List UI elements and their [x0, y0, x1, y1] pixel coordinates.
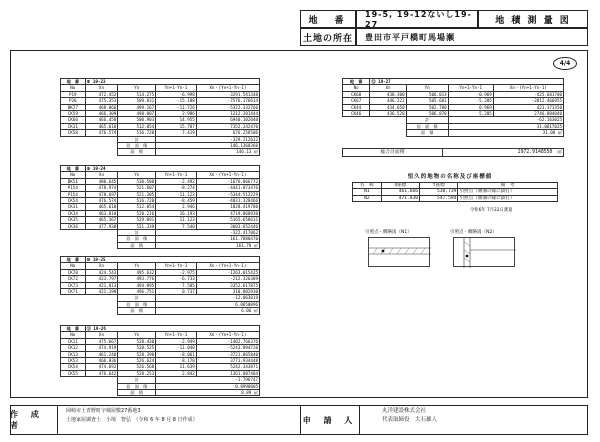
table-cell: 424.543	[85, 269, 118, 275]
table-cell: 310.802930	[196, 289, 259, 295]
table-cell: 505.601	[406, 98, 448, 104]
table-cell: CK53	[61, 358, 86, 364]
column-header: Xn・(Yn+1-Yn-1)	[196, 172, 259, 178]
column-header: Xn	[370, 85, 406, 91]
table-cell: 526.624	[118, 358, 156, 364]
table-cell: CK55	[61, 370, 86, 376]
pp-cell: N1	[353, 189, 382, 195]
table-cell: 0.969	[448, 104, 493, 110]
parcel-number: ⑧ 19-23	[85, 79, 259, 85]
summary-value: -12.063019	[156, 295, 260, 301]
summary-value: 31.08 ㎡	[448, 130, 563, 136]
table-cell: 676.258506	[196, 130, 259, 136]
table-cell: 6940.102040	[196, 117, 259, 123]
summary-label: 面 積	[118, 390, 156, 396]
table-cell: 423.797	[85, 276, 118, 282]
table-cell: 0.737	[156, 289, 197, 295]
column-header: No	[61, 332, 86, 338]
table-cell: 465.367	[85, 217, 118, 223]
table-cell: 477.938	[85, 223, 118, 229]
column-header: Yn	[118, 263, 156, 269]
table-cell: -11.726	[156, 104, 197, 110]
column-header: Yn	[118, 172, 156, 178]
table-cell: 475.667	[85, 338, 118, 344]
parcel-label: 地 番	[61, 79, 86, 85]
permanent-points-table	[352, 182, 558, 202]
summary-row	[61, 149, 260, 155]
summary-row	[343, 130, 564, 136]
summary-label: 倍 面 積	[118, 143, 156, 149]
pp-cell: 547.594	[420, 195, 458, 201]
table-cell: 495.632	[118, 269, 156, 275]
table-cell: 506.013	[406, 91, 448, 97]
table-cell: CK44	[343, 104, 370, 110]
summary-label: 倍 面 積	[118, 236, 156, 242]
pp-cell: 461.666	[381, 189, 419, 195]
column-header: Yn+1-Yn-1	[156, 172, 197, 178]
table-cell: 4719.860930	[196, 210, 259, 216]
table-cell: 506.870	[406, 111, 448, 117]
summary-label: 計	[406, 117, 448, 123]
table-cell: 528.253	[118, 370, 156, 376]
summary-value: 6.0650096	[156, 301, 260, 307]
table-cell: 7.505	[156, 282, 197, 288]
table-cell: 480.645	[85, 178, 118, 184]
column-header: Yn	[118, 332, 156, 338]
table-cell: 476.642	[85, 370, 118, 376]
sketch-n2-drawing	[454, 238, 516, 268]
table-cell: 466.036	[85, 358, 118, 364]
table-cell: -6.998	[156, 91, 197, 97]
table-cell: -2.975	[156, 269, 197, 275]
column-header: Yn	[406, 85, 448, 91]
table-cell: 475.353	[85, 98, 118, 104]
table-cell: 14.955	[156, 117, 197, 123]
table-cell: CK68	[343, 91, 370, 97]
table-cell: 472.452	[85, 91, 118, 97]
table-cell: 466.458	[85, 117, 118, 123]
column-header: Yn+1-Yn-1	[448, 85, 493, 91]
table-cell: 436.528	[370, 111, 406, 117]
table-cell: 438.300	[370, 91, 406, 97]
page-badge: 4/4	[553, 57, 577, 70]
column-header: Yn+1-Yn-1	[156, 85, 197, 91]
survey-date: 令和6年 7月22日測量	[470, 208, 513, 213]
summary-row	[61, 308, 260, 314]
table-cell: 528.430	[118, 338, 156, 344]
pp-column-header: 備 考	[458, 183, 558, 189]
column-header: Yn+1-Yn-1	[156, 332, 197, 338]
table-cell: -7576.176614	[196, 98, 259, 104]
table-cell: 512.054	[118, 204, 156, 210]
table-cell: CK67	[343, 98, 370, 104]
summary-value: -62.163025	[448, 117, 563, 123]
summary-label: 計	[118, 136, 156, 142]
summary-label: 倍 面 積	[118, 301, 156, 307]
blank-cell	[343, 130, 407, 136]
table-cell: 1212.201444	[196, 111, 259, 117]
table-cell: 468.066	[85, 104, 118, 110]
applicant-company: 丸洋建設株式会社	[382, 408, 427, 414]
summary-label: 倍 面 積	[118, 383, 156, 389]
area-table-19-25	[60, 256, 260, 315]
summary-label: 計	[118, 295, 156, 301]
table-cell: 528.525	[118, 345, 156, 351]
permanent-points-title: 恒久的地物の名称及び座標値	[407, 174, 493, 180]
column-header: No	[61, 172, 86, 178]
chiban-value: 19-5, 19-12ないし19-27	[356, 10, 478, 28]
applicant-label: 申 請 人	[300, 405, 360, 435]
table-cell: -0.969	[448, 91, 493, 97]
summary-row	[61, 390, 260, 396]
author-label: 作 成 者	[10, 405, 58, 435]
sketch-n1	[368, 237, 430, 267]
summary-value: 161.78 ㎡	[156, 242, 260, 248]
table-cell: -4031.328466	[196, 198, 259, 204]
table-cell: 516.720	[118, 198, 156, 204]
table-cell: CK36	[61, 223, 86, 229]
column-header: Xn・(Yn+1-Yn-1)	[493, 85, 563, 91]
column-header: Xn・(Yn+1-Yn-1)	[196, 263, 259, 269]
table-cell: CK54	[61, 198, 86, 204]
table-cell: 7.540	[156, 223, 197, 229]
table-cell: P154	[61, 191, 86, 197]
table-cell: 512.054	[118, 123, 156, 129]
total-area-label: 総合計面積	[343, 149, 443, 157]
table-cell: BK77	[61, 104, 86, 110]
total-area-table	[342, 148, 564, 157]
chiban-label: 地 番	[300, 10, 356, 28]
table-cell: 421.371350	[493, 104, 563, 110]
table-cell: 514.275	[118, 91, 156, 97]
column-header: Xn	[85, 85, 118, 91]
summary-label: 面 積	[406, 130, 448, 136]
column-header: Xn	[85, 263, 118, 269]
blank-cell	[61, 242, 118, 248]
document-title: 地 積 測 量 図	[478, 10, 588, 28]
table-cell: CK46	[343, 111, 370, 117]
table-cell: CK31	[61, 123, 86, 129]
table-cell: -212.326389	[196, 276, 259, 282]
table-cell: -5344.512229	[196, 191, 259, 197]
table-cell: 1361.087404	[196, 370, 259, 376]
blank-cell	[61, 308, 118, 314]
table-cell: CK58	[61, 130, 86, 136]
column-header: No	[343, 85, 370, 91]
table-cell: 15.787	[156, 123, 197, 129]
table-cell: 529.091	[118, 217, 156, 223]
table-cell: 474.692	[85, 364, 118, 370]
table-cell: 2.842	[156, 370, 197, 376]
parcel-label: 地 番	[61, 326, 86, 332]
table-cell: 530.508	[118, 178, 156, 184]
table-cell: 2.986	[156, 111, 197, 117]
pp-cell: 引照点（側溝の縁に鋲打）	[458, 189, 558, 195]
table-cell: -1263.015425	[196, 269, 259, 275]
table-cell: -2.492	[156, 178, 197, 184]
table-cell: 474.919	[85, 345, 118, 351]
table-cell: -8.459	[156, 198, 197, 204]
table-cell: P20	[61, 98, 86, 104]
table-cell: 500.903	[118, 117, 156, 123]
location-value: 豊田市平戸橋町馬場瀬	[356, 28, 588, 46]
table-cell: -4441.073476	[196, 185, 259, 191]
table-cell: -6.733	[156, 276, 197, 282]
table-cell: CK59	[61, 111, 86, 117]
summary-value: -329.212612	[156, 136, 260, 142]
table-cell: 446.222	[370, 98, 406, 104]
summary-value: 146.1360360	[156, 143, 260, 149]
parcel-label: 地 番	[61, 257, 86, 263]
table-cell: 16.193	[156, 210, 197, 216]
pp-cell: N2	[353, 195, 382, 201]
table-cell: CK31	[61, 204, 86, 210]
table-cell: CK54	[61, 364, 86, 370]
author-info	[66, 407, 296, 425]
summary-value: 146.13 ㎡	[156, 149, 260, 155]
table-cell: 7352.242470	[196, 123, 259, 129]
table-cell: 509.831	[118, 98, 156, 104]
summary-value: 6.06 ㎡	[156, 308, 260, 314]
table-cell: 5165.658631	[196, 217, 259, 223]
applicant-rep: 代表取締役 大石雄人	[382, 417, 438, 423]
summary-label: 倍 面 積	[406, 123, 448, 129]
table-cell: 476.574	[85, 198, 118, 204]
sketch-n1-drawing	[369, 238, 431, 268]
table-cell: 516.720	[118, 130, 156, 136]
table-cell: 465.610	[85, 123, 118, 129]
table-cell: 8.178	[156, 358, 197, 364]
parcel-number: ⑪ 19-26	[85, 326, 259, 332]
table-cell: 2746.804040	[493, 111, 563, 117]
table-cell: 7.419	[156, 130, 197, 136]
table-cell: CK13	[61, 351, 86, 357]
table-cell: -5243.094720	[196, 345, 259, 351]
summary-value: 161.7880470	[156, 236, 260, 242]
table-cell: P154	[61, 185, 86, 191]
table-cell: CK70	[61, 269, 86, 275]
sketch-n1-label: 引照点・概略図（N1）	[365, 230, 412, 235]
parcel-number: ⑫ 19-27	[370, 79, 564, 85]
table-cell: 531.339	[118, 223, 156, 229]
pp-cell: 471.830	[381, 195, 419, 201]
table-cell: 496.751	[118, 289, 156, 295]
pp-column-header: X座標	[381, 183, 419, 189]
column-header: Xn・(Yn+1-Yn-1)	[196, 85, 259, 91]
summary-value: -322.417062	[156, 230, 260, 236]
applicant-info	[382, 407, 582, 425]
table-cell: CK60	[61, 117, 86, 123]
area-table-19-26	[60, 325, 260, 396]
area-table-19-24	[60, 165, 260, 249]
area-table-19-27	[342, 78, 564, 137]
table-cell: -8.061	[156, 351, 197, 357]
summary-value: 0.8990005	[156, 383, 260, 389]
table-cell: 5242.343871	[196, 364, 259, 370]
table-cell: BK51	[61, 178, 86, 184]
summary-row	[61, 242, 260, 248]
table-cell: CK73	[61, 282, 86, 288]
table-cell: CK72	[61, 276, 86, 282]
table-cell: -8.274	[156, 185, 197, 191]
author-address: 岡崎市上青野町字城屋敷27番地3	[66, 408, 141, 414]
table-cell: P19	[61, 91, 86, 97]
table-cell: -425.681700	[493, 91, 563, 97]
pp-column-header: Y座標	[420, 183, 458, 189]
table-cell: 463.010	[85, 210, 118, 216]
table-cell: 11.639	[156, 364, 197, 370]
summary-label: 計	[118, 377, 156, 383]
summary-value: 31.0817025	[448, 123, 563, 129]
pp-cell: 引照点（側溝の縁に鋲打）	[458, 195, 558, 201]
table-cell: 3771.934448	[196, 358, 259, 364]
total-area-value: 2972.9148550 ㎡	[443, 149, 564, 157]
table-cell: 502.700	[406, 104, 448, 110]
column-header: Xn・(Yn+1-Yn-1)	[196, 332, 259, 338]
summary-label: 面 積	[118, 149, 156, 155]
table-cell: 476.574	[85, 130, 118, 136]
table-cell: 528.390	[118, 351, 156, 357]
table-cell: CK11	[61, 338, 86, 344]
table-cell: 494.895	[118, 282, 156, 288]
column-header: Xn	[85, 172, 118, 178]
table-cell: -1402.766376	[196, 338, 259, 344]
parcel-number: ⑨ 19-24	[85, 166, 259, 172]
table-cell: 493.776	[118, 276, 156, 282]
table-cell: -5322.332766	[196, 104, 259, 110]
blank-cell	[61, 390, 118, 396]
table-cell: -2.949	[156, 338, 197, 344]
summary-value: 0.89 ㎡	[156, 390, 260, 396]
summary-label: 計	[118, 230, 156, 236]
table-cell: -3291.541348	[196, 91, 259, 97]
table-cell: 461.240	[85, 351, 118, 357]
table-cell: -2812.466955	[493, 98, 563, 104]
author-name: 土地家屋調査士 小境 智弘 （令和 6 年 8 月 8 日作成）	[66, 417, 198, 423]
summary-label: 面 積	[118, 308, 156, 314]
location-label: 土地の所在	[300, 28, 356, 46]
table-cell: 434.650	[370, 104, 406, 110]
pp-column-header: 名 称	[353, 183, 382, 189]
table-cell: -15.108	[156, 98, 197, 104]
table-cell: 526.568	[118, 364, 156, 370]
table-cell: 499.167	[118, 104, 156, 110]
table-cell: 478.974	[85, 185, 118, 191]
area-table-19-23	[60, 78, 260, 156]
table-cell: 521.607	[118, 185, 156, 191]
column-header: No	[61, 85, 86, 91]
parcel-label: 地 番	[343, 79, 370, 85]
table-cell: 1828.419780	[196, 204, 259, 210]
summary-value: -1.796747	[156, 377, 260, 383]
sketch-n2-label: 引照点・概略図（N2）	[450, 230, 497, 235]
table-cell: CK12	[61, 345, 86, 351]
table-cell: 3603.652446	[196, 223, 259, 229]
table-cell: -1676.066772	[196, 178, 259, 184]
table-cell: 521.305	[118, 191, 156, 197]
pp-row	[353, 195, 558, 201]
table-cell: -3721.865840	[196, 351, 259, 357]
sketch-n2	[453, 237, 515, 267]
table-cell: 3352.617875	[196, 282, 259, 288]
table-cell: 466.309	[85, 111, 118, 117]
column-header: Yn+1-Yn-1	[156, 263, 197, 269]
column-header: Xn	[85, 332, 118, 338]
column-header: Yn	[118, 85, 156, 91]
table-cell: -11.123	[156, 191, 197, 197]
table-cell: 498.007	[118, 111, 156, 117]
pp-cell: 530.739	[420, 189, 458, 195]
blank-cell	[61, 149, 118, 155]
summary-label: 面 積	[118, 242, 156, 248]
table-cell: CK35	[61, 217, 86, 223]
table-cell: CK34	[61, 210, 86, 216]
parcel-label: 地 番	[61, 166, 86, 172]
table-cell: 520.216	[118, 210, 156, 216]
table-cell: 11.123	[156, 217, 197, 223]
column-header: No	[61, 263, 86, 269]
table-cell: 421.190	[85, 289, 118, 295]
parcel-number: ⑩ 19-25	[85, 257, 259, 263]
table-cell: -11.040	[156, 345, 197, 351]
table-cell: CK71	[61, 289, 86, 295]
table-cell: 2.946	[156, 204, 197, 210]
table-cell: 5.205	[448, 111, 493, 117]
table-cell: 465.610	[85, 204, 118, 210]
table-cell: 478.697	[85, 191, 118, 197]
table-cell: 421.013	[85, 282, 118, 288]
table-cell: -5.205	[448, 98, 493, 104]
